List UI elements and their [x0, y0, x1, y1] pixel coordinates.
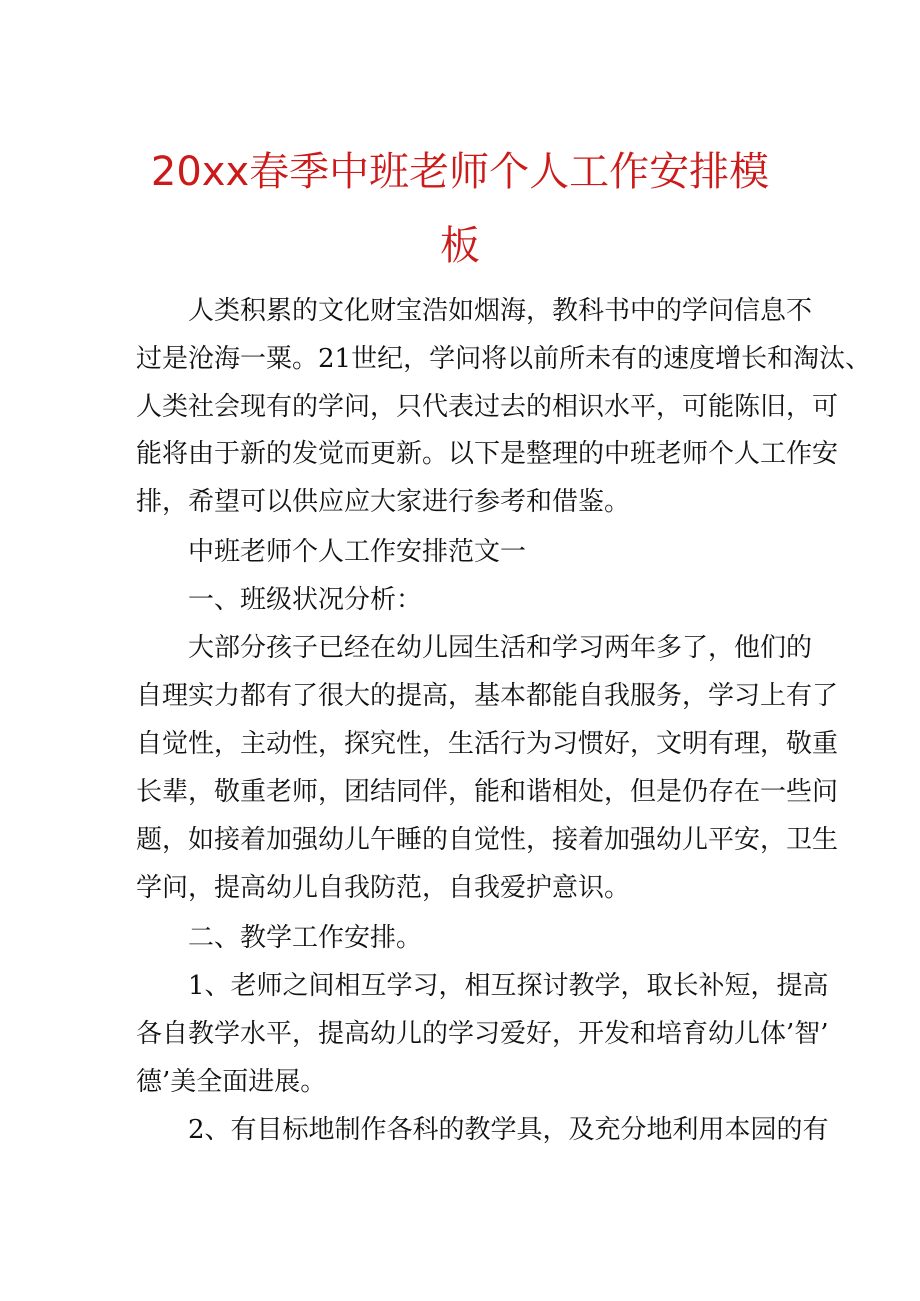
intro-paragraph-line-3: 人类社会现有的学问，只代表过去的相识水平，可能陈旧，可	[136, 392, 839, 422]
intro-paragraph-line-5: 排，希望可以供应应大家进行参考和借鉴。	[136, 487, 631, 517]
class-analysis-line-2: 自理实力都有了很大的提高，基本都能自我服务，学习上有了	[136, 681, 839, 711]
class-analysis-line-3: 自觉性，主动性，探究性，生活行为习惯好，文明有理，敬重	[136, 729, 839, 759]
document-title-line-2: 板	[440, 223, 480, 269]
teaching-item-1-line-1: 1、老师之间相互学习，相互探讨教学，取长补短，提高	[188, 971, 829, 1001]
sample-heading: 中班老师个人工作安排范文一	[188, 537, 527, 567]
intro-paragraph-line-2: 过是沧海一粟。21世纪，学问将以前所未有的速度增长和淘汰、	[136, 344, 872, 374]
teaching-item-2-line-1: 2、有目标地制作各科的教学具，及充分地利用本园的有	[188, 1115, 829, 1145]
class-analysis-line-6: 学问，提高幼儿自我防范，自我爱护意识。	[136, 873, 631, 903]
class-analysis-line-5: 题，如接着加强幼儿午睡的自觉性，接着加强幼儿平安，卫生	[136, 825, 839, 855]
class-analysis-line-4: 长辈，敬重老师，团结同伴，能和谐相处，但是仍存在一些问	[136, 777, 839, 807]
document-title-line-1: 20xx春季中班老师个人工作安排模	[150, 149, 770, 195]
intro-paragraph-line-1: 人类积累的文化财宝浩如烟海，教科书中的学问信息不	[188, 296, 813, 326]
intro-paragraph-line-4: 能将由于新的发觉而更新。以下是整理的中班老师个人工作安	[136, 439, 839, 469]
section-heading-2: 二、教学工作安排。	[188, 923, 423, 953]
teaching-item-1-line-2: 各自教学水平，提高幼儿的学习爱好，开发和培育幼儿体’智’	[136, 1019, 829, 1049]
teaching-item-1-line-3: 德’美全面进展。	[136, 1067, 327, 1097]
section-heading-1: 一、班级状况分析：	[188, 585, 423, 615]
class-analysis-line-1: 大部分孩子已经在幼儿园生活和学习两年多了，他们的	[188, 633, 813, 663]
